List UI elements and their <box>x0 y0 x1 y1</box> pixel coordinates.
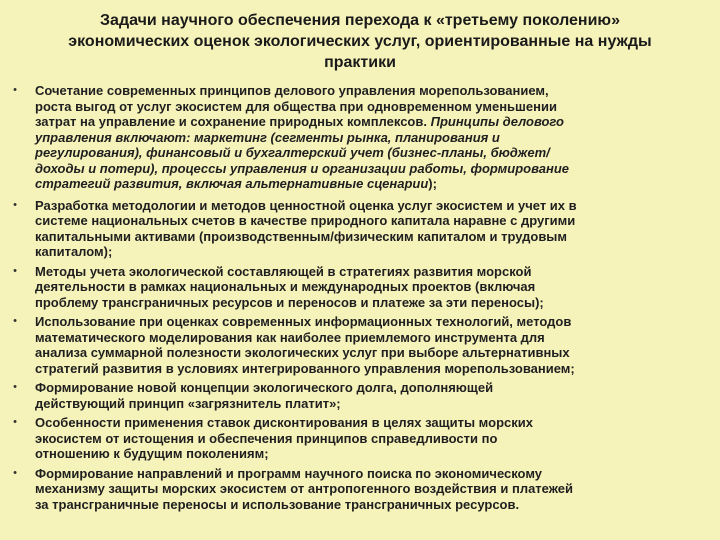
bullet-1-line-3-text: затрат на управление и сохранение природных комплексов. <box>35 114 427 129</box>
bullet-dot-icon: • <box>13 198 17 211</box>
bullet-6-line-2: экосистем от истощения и обеспечения принципов справедливости по <box>35 430 498 446</box>
bullet-1-line-2: роста выгод от услуг экосистем для общества при одновременном уменьшении <box>35 98 557 114</box>
bullet-item-7 <box>8 466 708 513</box>
bullet-1-line-1: Сочетание современных принципов делового управления морепользованием, <box>35 83 549 98</box>
bullet-1-line-7 <box>35 176 708 192</box>
bullet-item-3 <box>8 264 708 311</box>
bullet-dot-icon: • <box>13 264 17 277</box>
bullet-4-line-1: Использование при оценках современных информационных технологий, методов <box>35 314 572 329</box>
bullet-2-line-3: капитальными активами (производственным/физическим капиталом и трудовым <box>35 228 568 244</box>
slide-title <box>0 10 720 73</box>
bullet-7-line-3: за трансграничные переносы и использование трансграничных ресурсов. <box>35 496 520 512</box>
bullet-6-line-3: отношению к будущим поколениям; <box>35 446 269 461</box>
bullet-2-line-4: капиталом); <box>35 244 113 259</box>
bullet-1-line-4: управления включают: маркетинг (сегменты рынка, планирования и <box>35 129 500 145</box>
bullet-2-line-1: Разработка методологии и методов ценностной оценка услуг экосистем и учет их в <box>35 197 577 213</box>
bullet-1-line-7-italic: стратегий развития, включая альтернативные сценарии <box>35 176 429 191</box>
bullet-item-6 <box>8 415 708 462</box>
bullet-dot-icon: • <box>13 381 17 393</box>
bullet-item-5 <box>8 380 708 411</box>
bullet-list <box>8 83 708 512</box>
title-line-1: Задачи научного обеспечения перехода к «третьему поколению» <box>100 12 620 29</box>
bullet-1-line-3 <box>35 114 708 130</box>
bullet-4-line-2: математического моделирования как наиболее приемлемого инструмента для <box>35 329 545 345</box>
bullet-4-line-4: стратегий развития в условиях интегрированного управления морепользованием; <box>35 360 575 376</box>
bullet-dot-icon: • <box>13 84 17 96</box>
bullet-dot-icon: • <box>13 466 17 479</box>
bullet-3-line-2: деятельности в рамках национальных и международных проектов (включая <box>35 279 536 294</box>
bullet-3-line-3: проблему трансграничных ресурсов и переносов и платеже за эти переносы); <box>35 294 544 310</box>
bullet-7-line-1: Формирование направлений и программ научного поиска по экономическому <box>35 465 543 481</box>
bullet-4-line-3: анализа суммарной полезности экологических услуг при выборе альтернативных <box>35 345 570 360</box>
title-line-2: экономических оценок экологических услуг, ориентированные на нужды <box>68 33 652 50</box>
bullet-3-line-1: Методы учета экологической составляющей в стратегиях развития морской <box>35 263 532 279</box>
bullet-dot-icon: • <box>13 416 17 428</box>
title-line-3: практики <box>324 54 396 71</box>
bullet-1-line-7-end: ); <box>428 176 437 191</box>
bullet-item-4 <box>8 314 708 376</box>
bullet-2-line-2: системе национальных счетов в качестве природного капитала наравне с другими <box>35 213 576 228</box>
bullet-7-line-2: механизму защиты морских экосистем от антропогенного воздействия и платежей <box>35 481 573 496</box>
bullet-5-line-2: действующий принцип «загрязнитель платит»; <box>35 395 341 411</box>
bullet-item-1 <box>8 83 708 192</box>
bullet-1-line-3-italic: Принципы делового <box>430 114 564 129</box>
bullet-6-line-1: Особенности применения ставок дисконтирования в целях защиты морских <box>35 415 533 430</box>
bullet-dot-icon: • <box>13 315 17 327</box>
bullet-item-2 <box>8 198 708 260</box>
bullet-5-line-1: Формирование новой концепции экологического долга, дополняющей <box>35 380 494 395</box>
bullet-1-line-6: доходы и потери), процессы управления и организации работы, формирование <box>35 160 570 176</box>
bullet-1-line-5: регулирования), финансовый и бухгалтерский учет (бизнес-планы, бюджет/ <box>35 145 550 160</box>
